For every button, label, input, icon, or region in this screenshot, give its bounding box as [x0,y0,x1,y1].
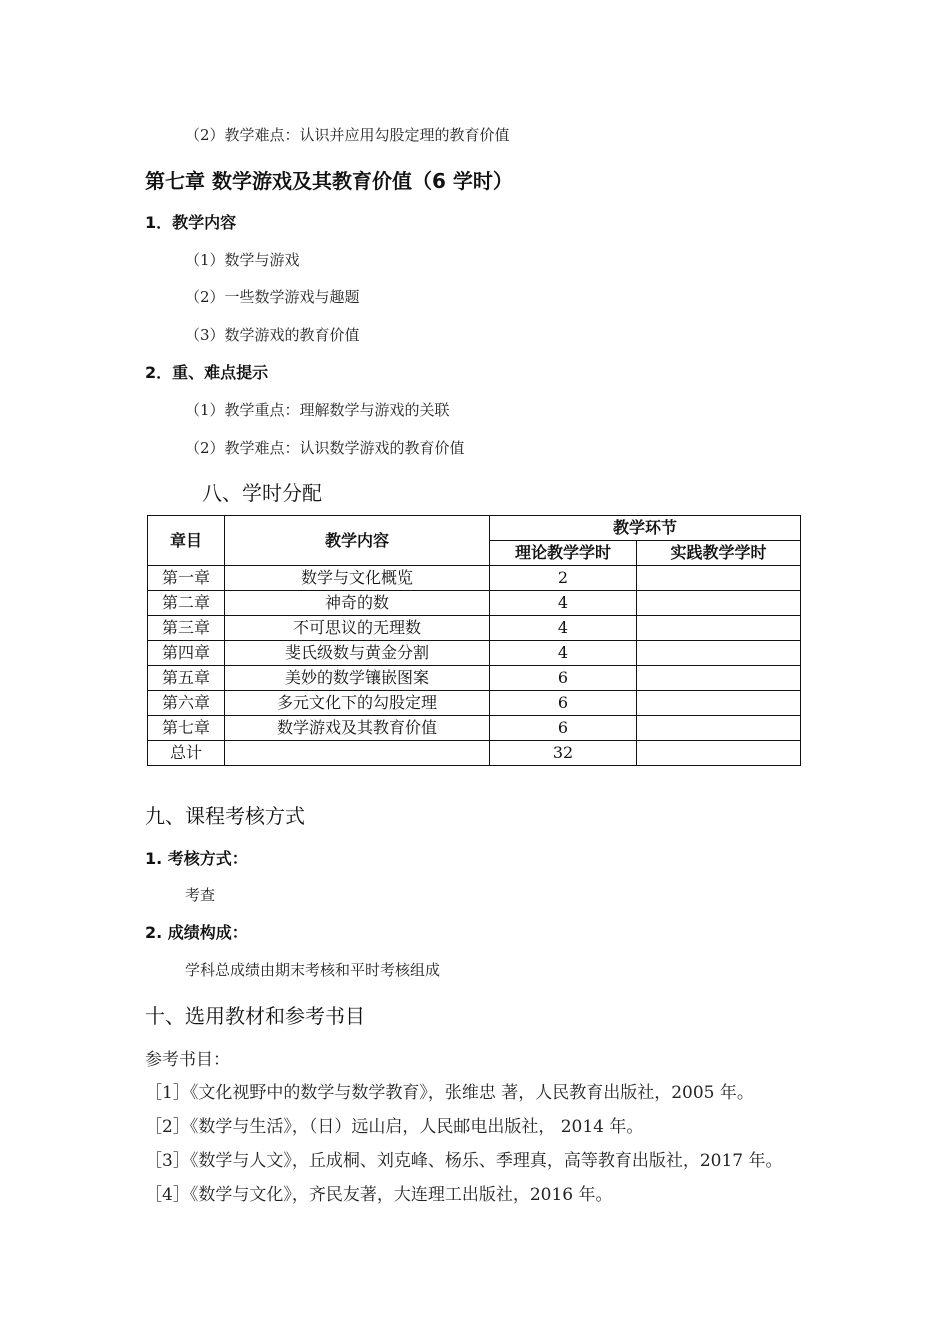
cell-practice [637,666,801,691]
assessment-method-heading: 1. 考核方式： [145,849,248,868]
ch7-content-item: （1）数学与游戏 [185,251,300,269]
cell-theory: 6 [490,691,637,716]
chapter7-title: 第七章 数学游戏及其教育价值（6 学时） [145,169,513,193]
reference-item: ［2］《数学与生活》，（日）远山启，人民邮电出版社， 2014 年。 [145,1117,644,1137]
cell-content: 美妙的数学镶嵌图案 [225,666,490,691]
cell-content: 不可思议的无理数 [225,616,490,641]
cell-chapter: 第一章 [148,566,225,591]
grade-composition-heading: 2. 成绩构成： [145,923,248,942]
reference-item: ［4］《数学与文化》，齐民友著，大连理工出版社，2016 年。 [145,1185,613,1205]
cell-theory: 2 [490,566,637,591]
cell-chapter: 第二章 [148,591,225,616]
cell-practice [637,566,801,591]
cell-practice [637,691,801,716]
cell-practice [637,641,801,666]
table-total-row [148,741,801,766]
total-practice [637,741,801,766]
total-theory: 32 [490,741,637,766]
table-row [148,616,801,641]
ch7-key-item: （1）教学重点：理解数学与游戏的关联 [185,401,450,419]
table-row [148,641,801,666]
assessment-method-value: 考查 [185,886,216,904]
cell-content: 多元文化下的勾股定理 [225,691,490,716]
cell-theory: 6 [490,716,637,741]
ch7-content-item: （3）数学游戏的教育价值 [185,326,360,344]
total-label: 总计 [148,741,225,766]
section10-title: 十、选用教材和参考书目 [145,1004,365,1028]
cell-content: 神奇的数 [225,591,490,616]
total-content [225,741,490,766]
ch7-key-heading: 2．重、难点提示 [145,363,269,382]
table-row [148,591,801,616]
cell-theory: 6 [490,666,637,691]
cell-theory: 4 [490,591,637,616]
table-row [148,566,801,591]
grade-composition-value: 学科总成绩由期末考核和平时考核组成 [185,961,441,979]
ch7-key-item: （2）教学难点：认识数学游戏的教育价值 [185,439,465,457]
header-teaching-stage: 教学环节 [490,516,801,541]
ch6-difficulty-item: （2）教学难点：认识并应用勾股定理的教育价值 [185,126,510,144]
cell-chapter: 第三章 [148,616,225,641]
table-row [148,691,801,716]
section9-title: 九、课程考核方式 [145,804,305,828]
ch7-content-heading: 1．教学内容 [145,213,237,232]
cell-content: 数学游戏及其教育价值 [225,716,490,741]
cell-theory: 4 [490,616,637,641]
reference-item: ［3］《数学与人文》，丘成桐、刘克峰、杨乐、季理真，高等教育出版社，2017 年。 [145,1151,783,1171]
header-content: 教学内容 [225,516,490,566]
references-label: 参考书目： [145,1050,230,1070]
table-row [148,716,801,741]
reference-item: ［1］《文化视野中的数学与数学教育》，张维忠 著，人民教育出版社，2005 年。 [145,1083,754,1103]
table-row [148,666,801,691]
cell-practice [637,616,801,641]
header-theory-hours: 理论教学学时 [490,541,637,566]
cell-content: 数学与文化概览 [225,566,490,591]
ch7-content-item: （2）一些数学游戏与趣题 [185,288,360,306]
header-practice-hours: 实践教学学时 [637,541,801,566]
cell-chapter: 第四章 [148,641,225,666]
section8-title: 八、学时分配 [202,481,322,505]
cell-practice [637,591,801,616]
cell-content: 斐氏级数与黄金分割 [225,641,490,666]
cell-chapter: 第五章 [148,666,225,691]
hours-allocation-table [147,515,801,766]
cell-practice [637,716,801,741]
cell-theory: 4 [490,641,637,666]
header-chapter: 章目 [148,516,225,566]
cell-chapter: 第六章 [148,691,225,716]
cell-chapter: 第七章 [148,716,225,741]
